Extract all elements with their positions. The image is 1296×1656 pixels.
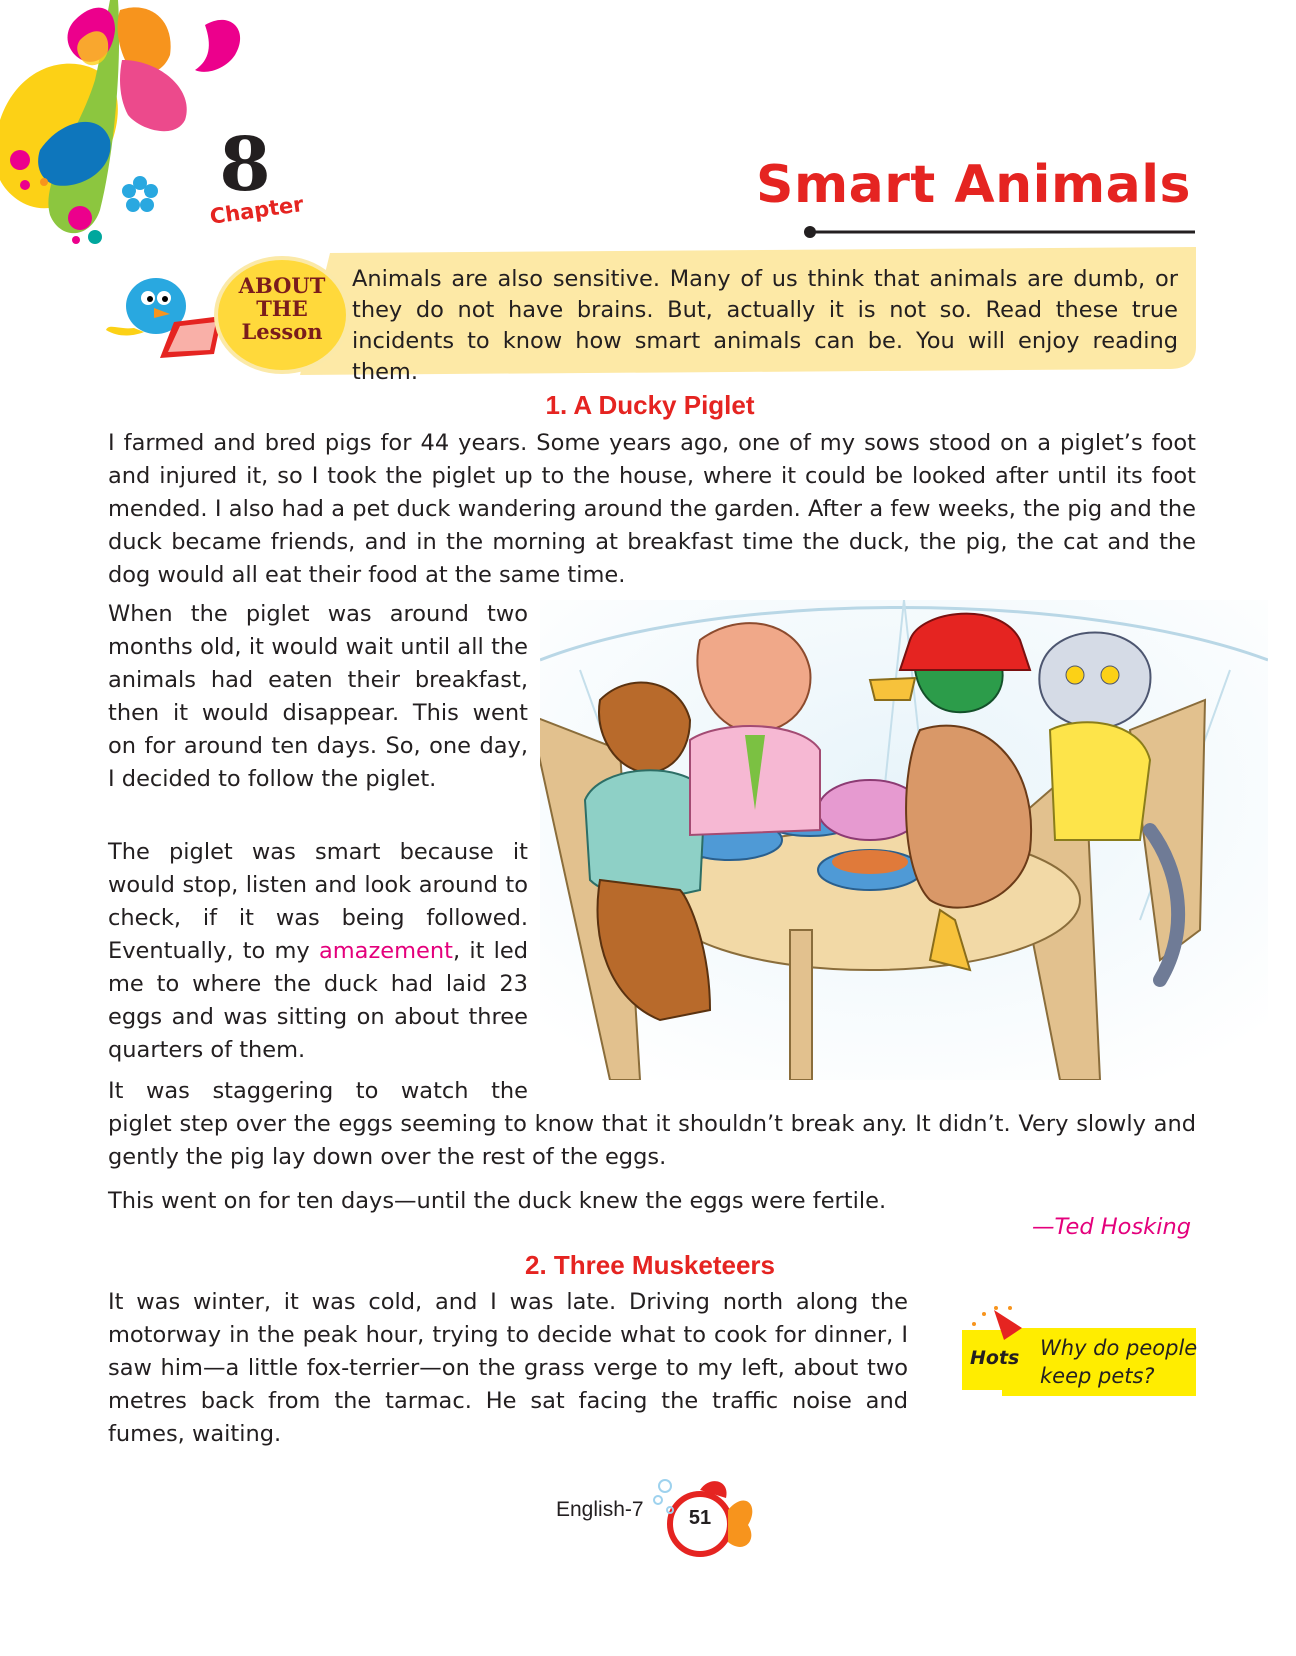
story1-paragraph-4-line-1: It was staggering to watch the [108, 1078, 528, 1104]
page-title: Smart Animals [756, 155, 1191, 215]
story1-paragraph-2: When the piglet was around two months old, it would wait until all the animals had eaten their breakfast, then it would disappear. This went on for around ten days. So, one day, I decided to follow the piglet. [108, 601, 528, 792]
badge-line-2: THE [256, 296, 308, 321]
bird-laptop-icon [104, 268, 230, 360]
story1-paragraph-3 [108, 836, 528, 1067]
story1-paragraph-4: piglet step over the eggs seeming to know that it shouldn’t break any. It didn’t. Very slowly and gently the pig lay down over the rest of the eggs. [108, 1111, 1196, 1170]
story1-paragraph-1: I farmed and bred pigs for 44 years. Some years ago, one of my sows stood on a piglet’s foot and injured it, so I took the piglet up to the house, where it could be looked after until its foot mended. I also had a pet duck wandering around the garden. After a few weeks, the pig and the duck became friends, and in the morning at breakfast time the duck, the pig, the cat and the dog would all eat their food at the same time. [108, 430, 1196, 588]
about-text: Animals are also sensitive. Many of us think that animals are dumb, or they do not have brains. But, actually it is not so. Read these true incidents to know how smart animals can be. You will enjoy reading them. [352, 266, 1178, 385]
chapter-number: 8 [219, 122, 271, 208]
story2-heading: 2. Three Musketeers [524, 1250, 775, 1280]
badge-line-3: Lesson [241, 319, 323, 344]
about-lesson-badge [218, 260, 346, 370]
chapter-label: Chapter [208, 192, 305, 229]
hots-question: Why do people keep pets? [1040, 1336, 1198, 1388]
story1-paragraph-3-start: The piglet was smart because it would stop, listen and look around to check, if it was being followed. Eventually, to my [108, 839, 528, 964]
story1-heading: 1. A Ducky Piglet [545, 390, 755, 420]
hots-label: Hots [970, 1347, 1020, 1369]
story1-paragraph-5: This went on for ten days—until the duck knew the eggs were fertile. [108, 1188, 887, 1214]
title-underline [803, 225, 1195, 239]
highlight-word: amazement [318, 938, 453, 964]
page-number: 51 [688, 1507, 712, 1529]
book-name: English-7 [556, 1498, 644, 1521]
animals-breakfast-illustration [540, 600, 1268, 1080]
story1-paragraph-3-end: , it led me to where the duck had laid 23 eggs and was sitting on about three quarters of them. [108, 938, 528, 1063]
story1-signature: —Ted Hosking [1032, 1214, 1191, 1240]
badge-line-1: ABOUT [238, 273, 326, 298]
story2-paragraph-1: It was winter, it was cold, and I was late. Driving north along the motorway in the peak hour, trying to decide what to cook for dinner, I saw him—a little fox-terrier—on the grass verge to my left, about two metres back from the tarmac. He sat facing the traffic noise and fumes, waiting. [108, 1289, 908, 1447]
